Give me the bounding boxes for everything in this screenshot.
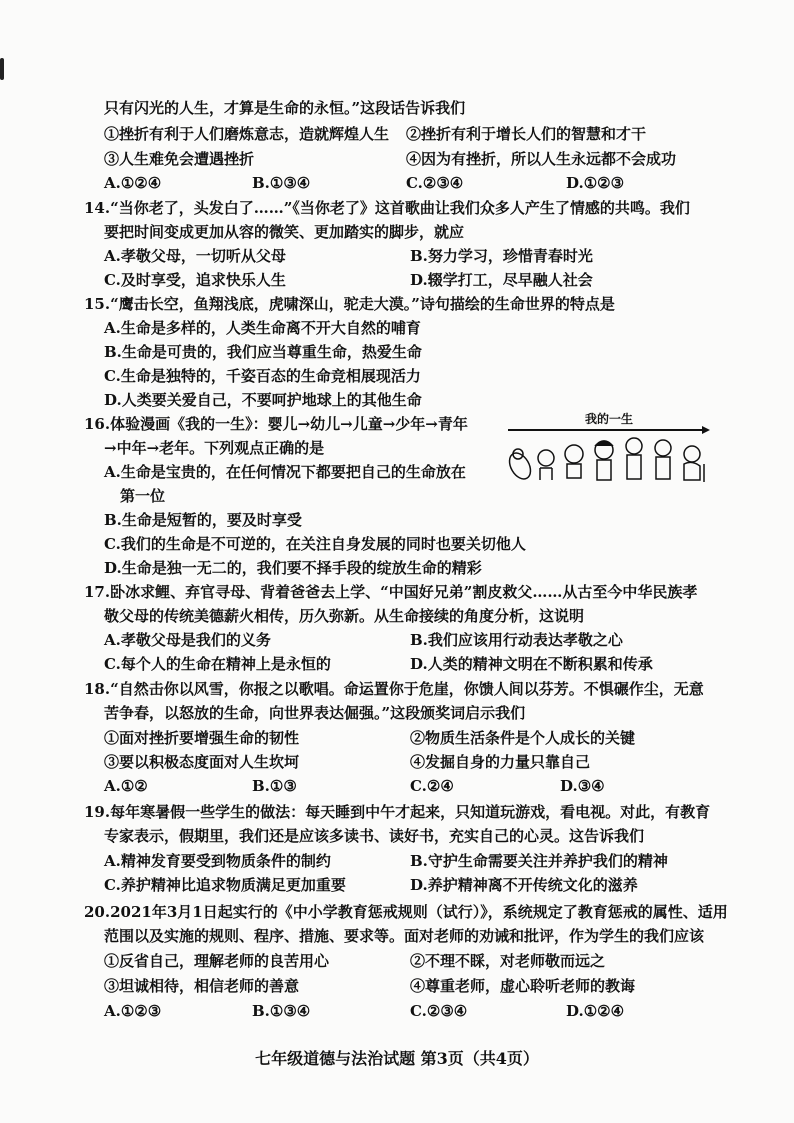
q20-option-d: D.①②④ (566, 1002, 625, 1020)
q19-option-d: D.养护精神离不开传统文化的滋养 (410, 876, 638, 894)
q20-option-c: C.②③④ (410, 1002, 468, 1020)
q18-statement-1: ①面对挫折要增强生命的韧性 (104, 729, 300, 747)
q14-option-d: D.辍学打工，尽早融人社会 (410, 271, 593, 289)
q14-stem-1: 14.“当你老了，头发白了……”《当你老了》这首歌曲让我们众多人产生了情感的共鸣。我们 (84, 199, 690, 217)
q18-stem-2: 苦争春，以怒放的生命，向世界表达倔强。”这段颁奖词启示我们 (104, 704, 526, 722)
scan-edge-mark (0, 58, 4, 80)
q13-statement-1: ①挫折有利于人们磨炼意志，造就辉煌人生 (104, 125, 390, 143)
q17-stem-1: 17.卧冰求鲤、弃官寻母、背着爸爸去上学、“中国好兄弟”割皮救父……从古至今中华民族孝 (84, 583, 698, 601)
q17-option-d: D.人类的精神文明在不断积累和传承 (410, 655, 653, 673)
q19-option-a: A.精神发育要受到物质条件的制约 (104, 852, 331, 870)
q13-statement-4: ④因为有挫折，所以人生永远都不会成功 (406, 150, 677, 168)
q18-option-c: C.②④ (410, 777, 454, 795)
q13-option-a: A.①②④ (104, 174, 162, 192)
q13-option-c: C.②③④ (406, 174, 464, 192)
q20-statement-2: ②不理不睬，对老师敬而远之 (410, 952, 606, 970)
q16-option-a: A.生命是宝贵的，在任何情况下都要把自己的生命放在 (104, 463, 466, 481)
q13-text: 只有闪光的人生，才算是生命的永恒。”这段话告诉我们 (104, 99, 466, 117)
q18-option-a: A.①② (104, 777, 148, 795)
life-stages-comic (506, 410, 712, 488)
q18-option-d: D.③④ (560, 777, 605, 795)
q14-option-b: B.努力学习，珍惜青春时光 (410, 247, 593, 265)
q20-statement-4: ④尊重老师，虚心聆听老师的教诲 (410, 977, 636, 995)
q18-stem-1: 18.“自然击你以风雪，你报之以歌唱。命运置你于危崖，你馈人间以芬芳。不惧碾作尘，无意 (84, 680, 704, 698)
q17-option-b: B.我们应该用行动表达孝敬之心 (410, 631, 623, 649)
q13-statement-2: ②挫折有利于增长人们的智慧和才干 (406, 125, 647, 143)
q20-statement-1: ①反省自己，理解老师的良苦用心 (104, 952, 330, 970)
q13-option-b: B.①③④ (252, 174, 311, 192)
page-footer: 七年级道德与法治试题 第3页（共4页） (255, 1049, 539, 1068)
q18-statement-4: ④发掘自身的力量只靠自己 (410, 753, 591, 771)
q19-option-b: B.守护生命需要关注并养护我们的精神 (410, 852, 668, 870)
q15-stem: 15.“鹰击长空，鱼翔浅底，虎啸深山，驼走大漠。”诗句描绘的生命世界的特点是 (84, 295, 615, 313)
comic-title: 我的一生 (584, 412, 633, 426)
q14-stem-2: 要把时间变成更加从容的微笑、更加踏实的脚步，就应 (104, 223, 465, 241)
q16-option-a-cont: 第一位 (120, 487, 166, 505)
q18-option-b: B.①③ (252, 777, 297, 795)
q16-stem-1: 16.体验漫画《我的一生》：婴儿→幼儿→儿童→少年→青年 (84, 415, 468, 433)
q20-option-a: A.①②③ (104, 1002, 162, 1020)
q13-option-d: D.①②③ (566, 174, 625, 192)
q20-option-b: B.①③④ (252, 1002, 311, 1020)
q15-option-b: B.生命是可贵的，我们应当尊重生命，热爱生命 (104, 343, 422, 361)
q18-statement-3: ③要以积极态度面对人生坎坷 (104, 753, 300, 771)
q19-stem-1: 19.每年寒暑假一些学生的做法：每天睡到中午才起来，只知道玩游戏，看电视。对此，有教育 (84, 803, 711, 821)
q16-stem-2: →中年→老年。下列观点正确的是 (104, 439, 325, 457)
q14-option-c: C.及时享受，追求快乐人生 (104, 271, 286, 289)
q15-option-a: A.生命是多样的，人类生命离不开大自然的哺育 (104, 319, 421, 337)
q15-option-d: D.人类要关爱自己，不要呵护地球上的其他生命 (104, 391, 422, 409)
q16-option-c: C.我们的生命是不可逆的，在关注自身发展的同时也要关切他人 (104, 535, 526, 553)
q20-stem-1: 20.2021年3月1日起实行的《中小学教育惩戒规则（试行）》，系统规定了教育惩戒的属性、适用 (84, 903, 728, 921)
q19-option-c: C.养护精神比追求物质满足更加重要 (104, 876, 346, 894)
q19-stem-2: 专家表示，假期里，我们还是应该多读书、读好书，充实自己的心灵。这告诉我们 (104, 827, 645, 845)
q20-stem-2: 范围以及实施的规则、程序、措施、要求等。面对老师的劝诫和批评，作为学生的我们应该 (104, 927, 705, 945)
q20-statement-3: ③坦诚相待，相信老师的善意 (104, 977, 300, 995)
q13-statement-3: ③人生难免会遭遇挫折 (104, 150, 255, 168)
q14-option-a: A.孝敬父母，一切听从父母 (104, 247, 286, 265)
q17-stem-2: 敬父母的传统美德薪火相传，历久弥新。从生命接续的角度分析，这说明 (104, 607, 585, 625)
q15-option-c: C.生命是独特的，千姿百态的生命竞相展现活力 (104, 367, 421, 385)
q16-option-d: D.生命是独一无二的，我们要不择手段的绽放生命的精彩 (104, 559, 482, 577)
comic-figures-icon (506, 424, 712, 488)
q17-option-c: C.每个人的生命在精神上是永恒的 (104, 655, 331, 673)
q16-option-b: B.生命是短暂的，要及时享受 (104, 511, 302, 529)
q18-statement-2: ②物质生活条件是个人成长的关键 (410, 729, 636, 747)
q17-option-a: A.孝敬父母是我们的义务 (104, 631, 271, 649)
